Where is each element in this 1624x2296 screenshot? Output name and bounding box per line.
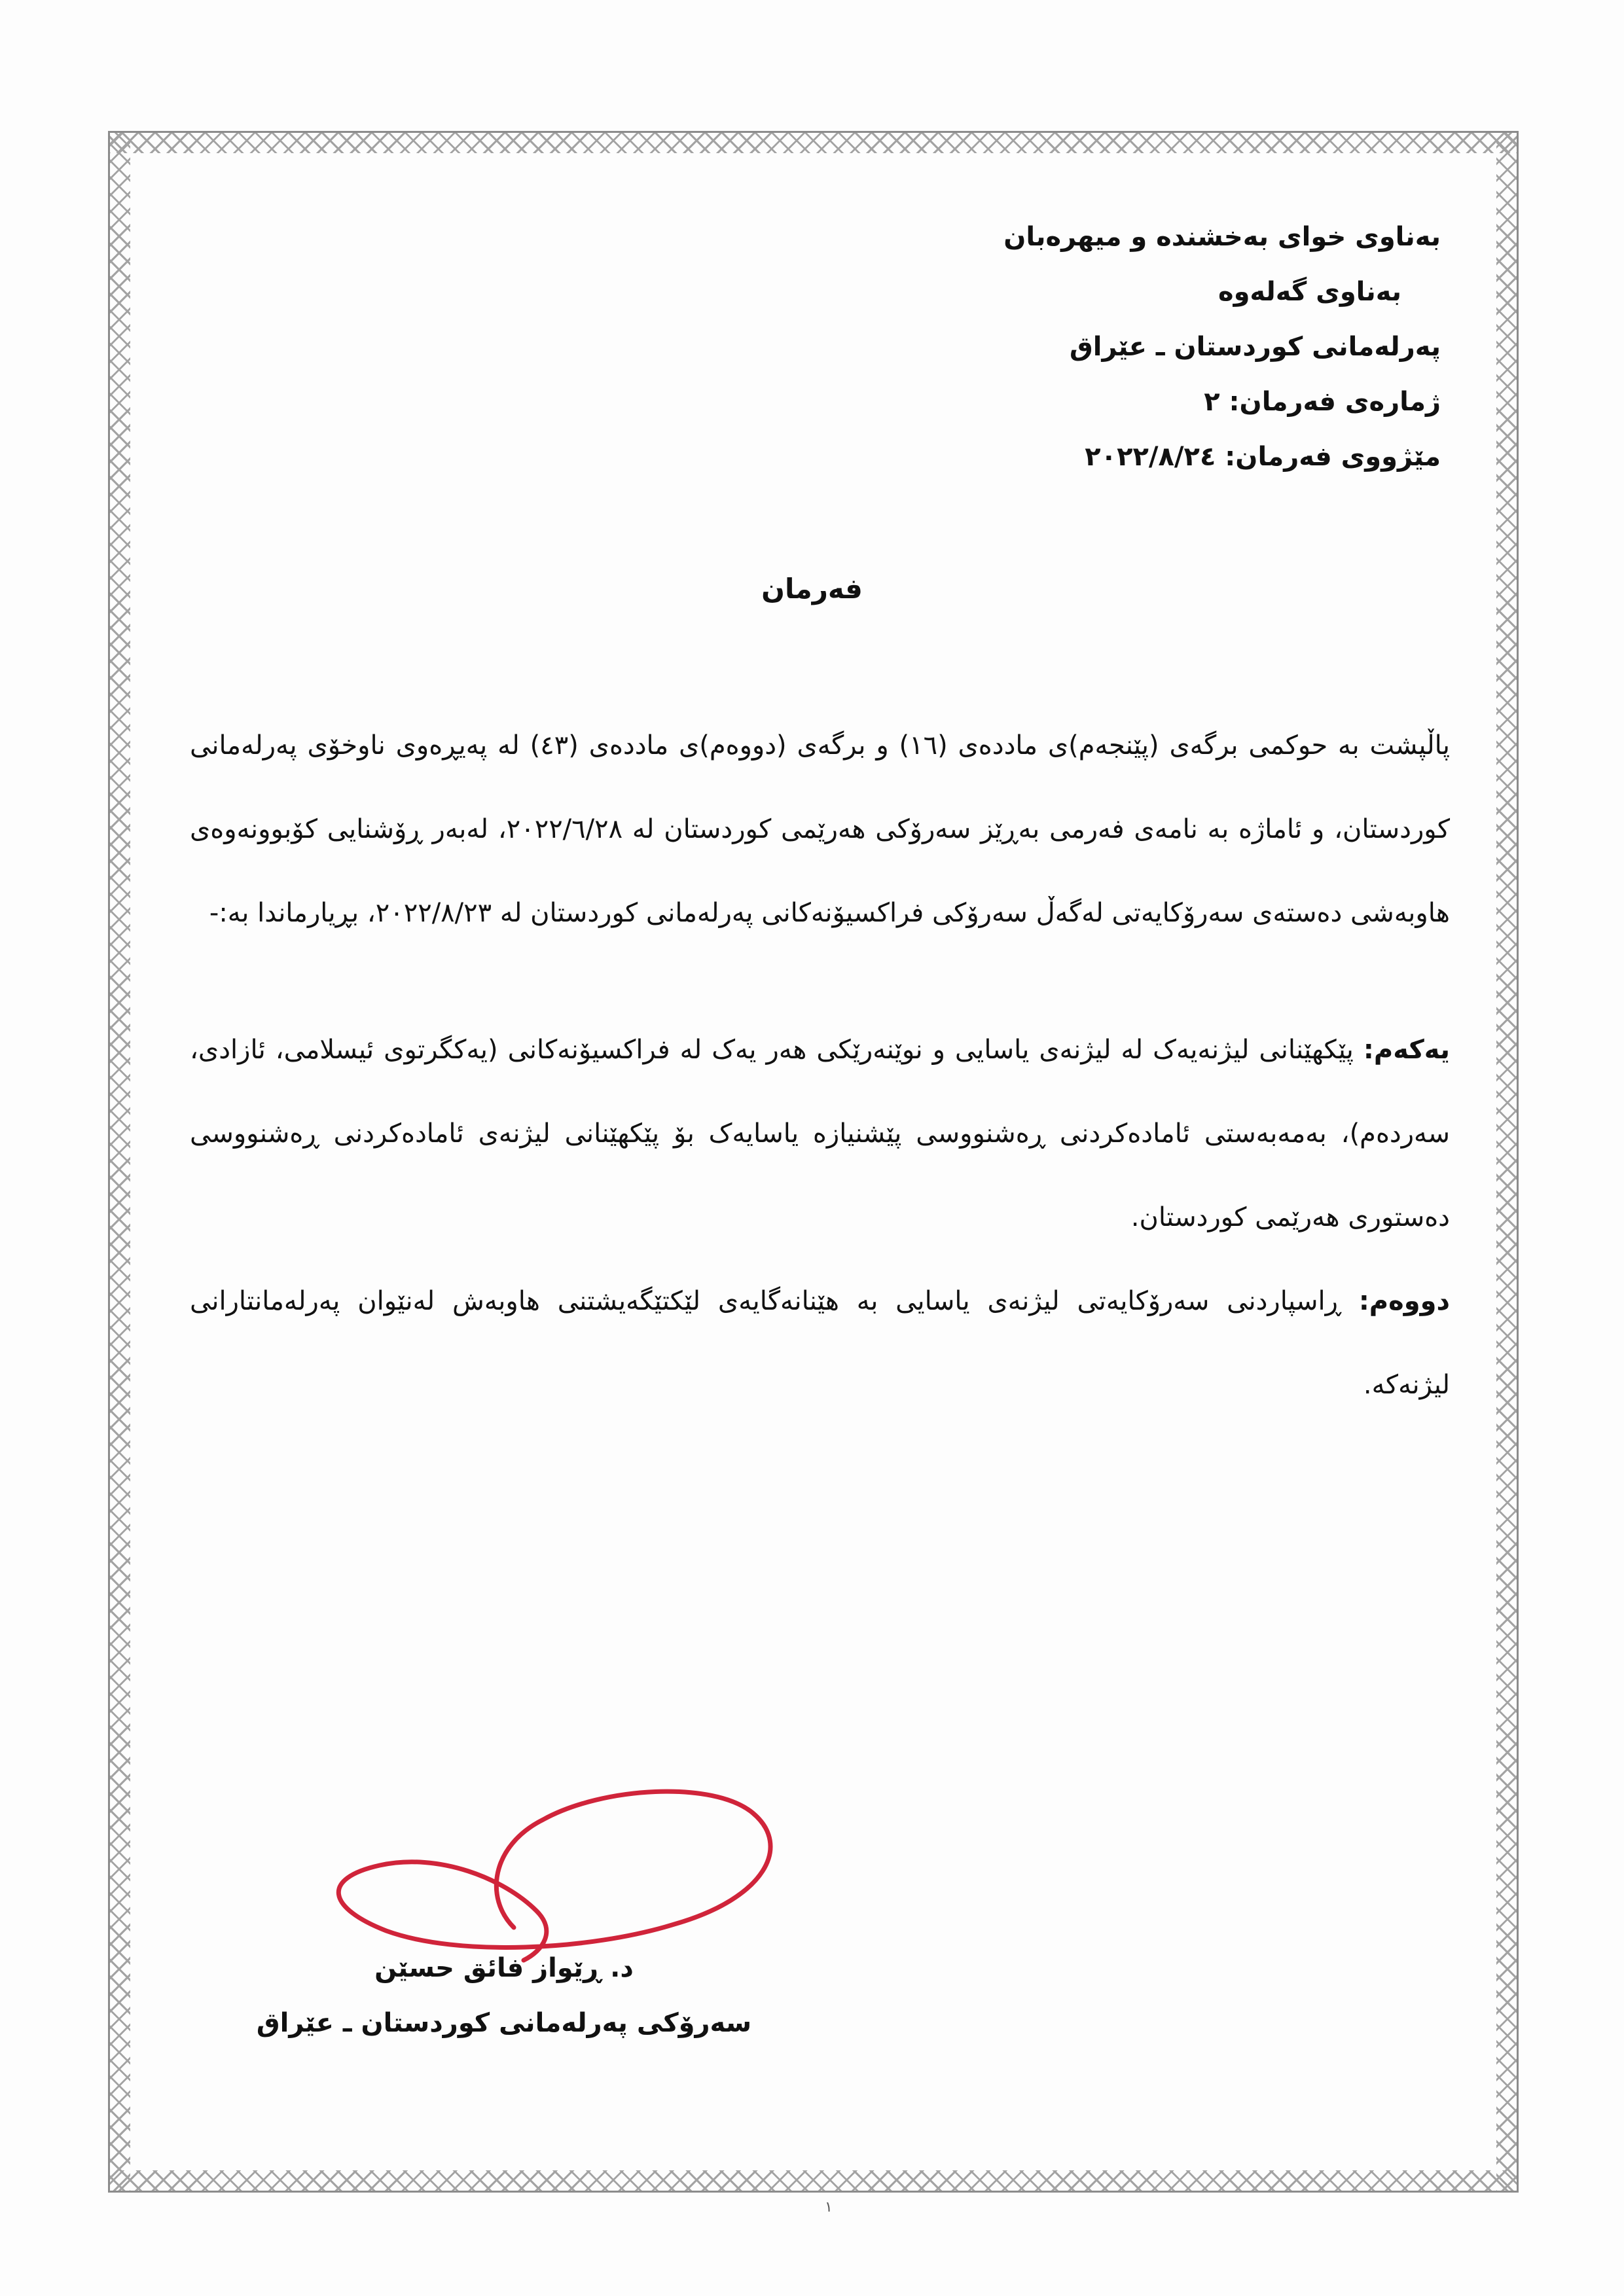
decree-date: مێژووی فەرمان: ٢٠٢٢/٨/٢٤ <box>1085 442 1441 472</box>
institution-name: پەرلەمانی کوردستان ـ عێراق <box>1069 332 1441 362</box>
decisions-list <box>190 1008 1450 1427</box>
signatory-position: سەرۆکی پەرلەمانی کوردستان ـ عێراق <box>256 2008 752 2038</box>
preamble-paragraph <box>190 704 1450 955</box>
document-header <box>786 209 1441 484</box>
basmala: بەناوی خوای بەخشندە و میهرەبان <box>1003 222 1441 252</box>
decision-label: یەکەم: <box>1363 1035 1450 1065</box>
signatory-name: د. ڕێواز فائق حسێن <box>374 1953 634 1983</box>
decision-item <box>190 1008 1450 1259</box>
in-name-of-people: بەناوی گەلەوە <box>1218 277 1401 307</box>
decision-label: دووەم: <box>1358 1286 1450 1316</box>
document-title: فەرمان <box>761 573 863 605</box>
decree-number: ژمارەی فەرمان: ٢ <box>1204 387 1441 417</box>
signature-block <box>249 1941 759 2051</box>
decision-text: ڕاسپاردنی سەرۆکایەتی لیژنەی یاسایی بە هێنانەگایەی لێکتێگەیشتنی هاوبەش لەنێوان پەرلەمانتارانی لیژنەکە. <box>190 1286 1450 1400</box>
decision-text: پێکهێنانی لیژنەیەک لە لیژنەی یاسایی و نوێنەرێکی هەر یەک لە فراکسیۆنەکانی (یەکگرتوی ئیسلامی، ئازادی، سەردەم)، بەمەبەستی ئامادەکردنی ڕەشنووسی پێشنیازە یاسایەک بۆ پێکهێنانی لیژنەی ئامادەکردنی ڕەشنووسی دەستوری هەرێمی کوردستان. <box>190 1035 1450 1232</box>
page-number: ١ <box>825 2199 833 2215</box>
preamble-text: پاڵپشت بە حوکمی برگەی (پێنجەم)ی ماددەی (١٦) و برگەی (دووەم)ی ماددەی (٤٣) لە پەیڕەوی ناوخۆی پەرلەمانی کوردستان، و ئاماژە بە نامەی فەرمی بەڕێز سەرۆکی هەرێمی کوردستان لە ٢٠٢٢/٦/٢٨، لەبەر ڕۆشنایی کۆبوونەوەی هاوبەشی دەستەی سەرۆکایەتی لەگەڵ سەرۆکی فراکسیۆنەکانی پەرلەمانی کوردستان لە ٢٠٢٢/٨/٢٣، بڕیارماندا بە:- <box>190 730 1451 928</box>
decision-item <box>190 1259 1450 1427</box>
